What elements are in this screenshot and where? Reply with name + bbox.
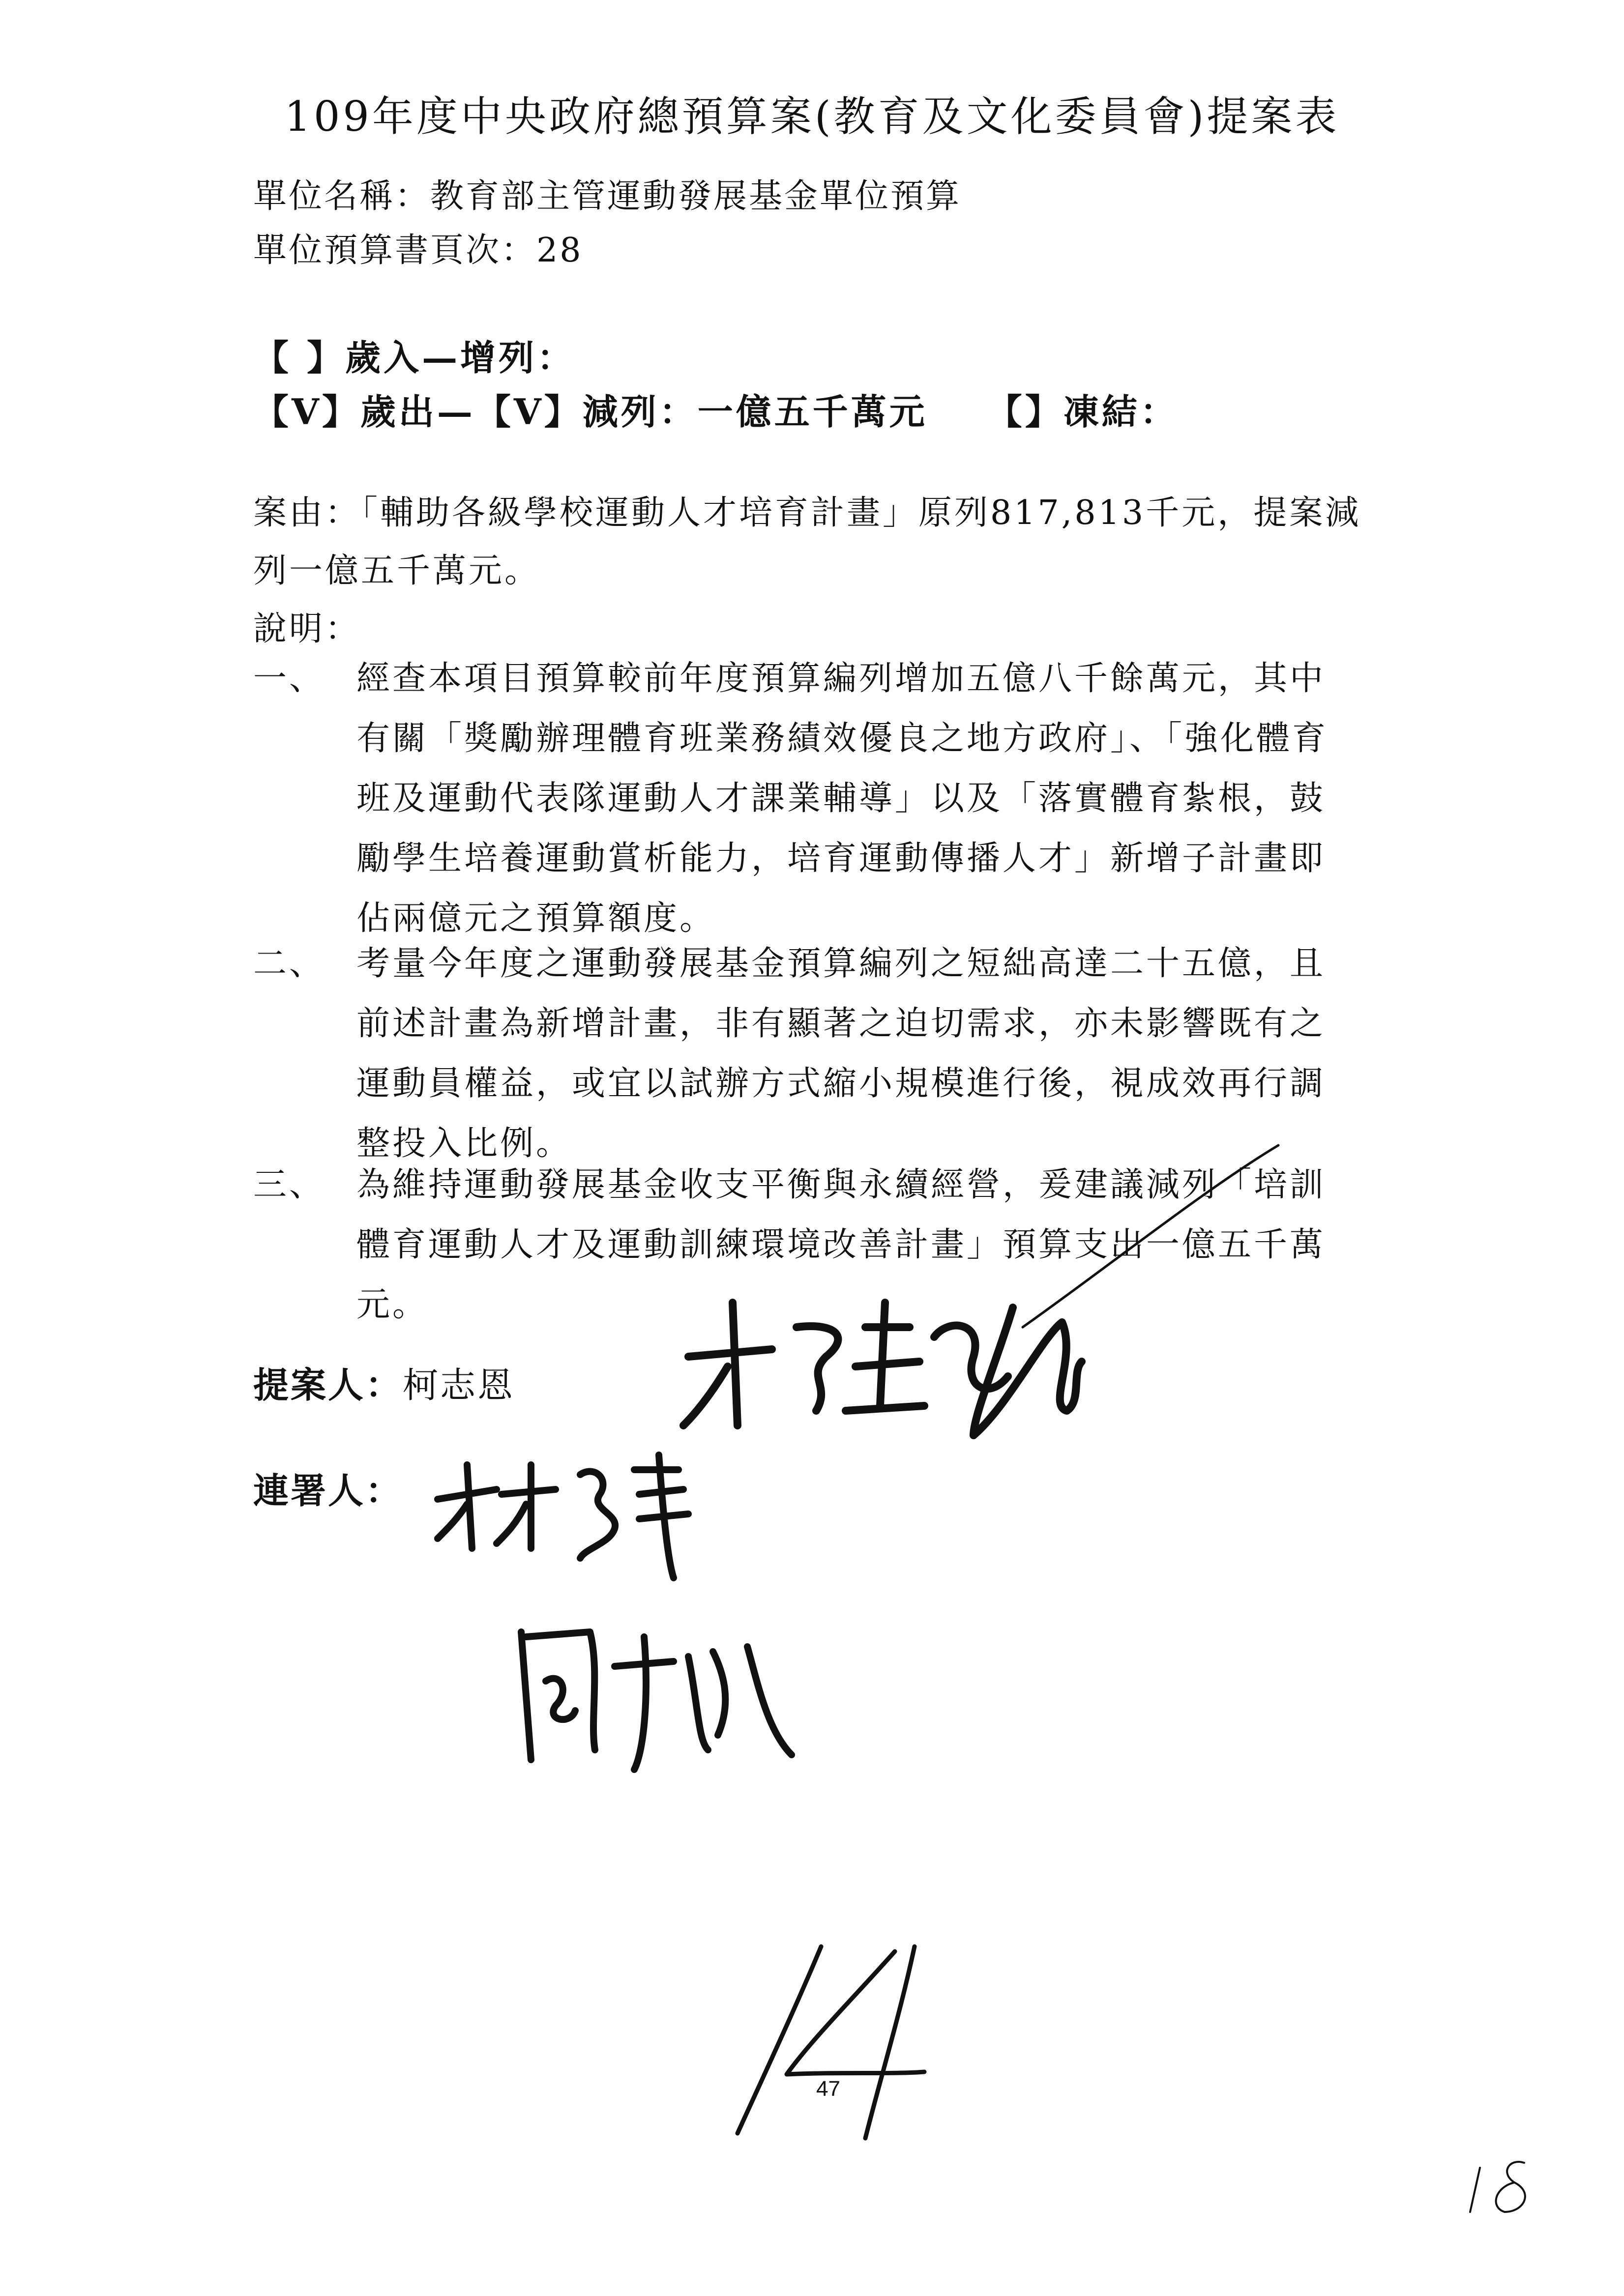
item-line: 經查本項目預算較前年度預算編列增加五億八千餘萬元，其中 bbox=[356, 659, 1326, 698]
revenue-line: 【 】歲入—增列： bbox=[253, 337, 576, 378]
item-line: 前述計畫為新增計畫，非有顯著之迫切需求，亦未影響既有之 bbox=[356, 1004, 1326, 1043]
cosigner-signature-2 bbox=[521, 1632, 792, 1770]
item-number: 三、 bbox=[253, 1165, 325, 1204]
page-number: 47 bbox=[816, 2077, 840, 2101]
proposer-name: 柯志恩 bbox=[403, 1365, 515, 1406]
item-line: 有關「獎勵辦理體育班業務績效優良之地方政府」、「強化體育 bbox=[356, 719, 1329, 758]
explanation-label: 說明： bbox=[253, 610, 361, 648]
item-line: 勵學生培養運動賞析能力，培育運動傳播人才」新增子計畫即 bbox=[356, 839, 1326, 878]
unit-name: 單位名稱：教育部主管運動發展基金單位預算 bbox=[253, 177, 962, 216]
document-title: 109年度中央政府總預算案(教育及文化委員會)提案表 bbox=[284, 92, 1340, 141]
item-line: 班及運動代表隊運動人才課業輔導」以及「落實體育紮根，鼓 bbox=[356, 779, 1326, 818]
item-line: 為維持運動發展基金收支平衡與永續經營，爰建議減列「培訓 bbox=[356, 1165, 1326, 1204]
pen-stroke-line bbox=[1023, 1145, 1278, 1327]
item-line: 整投入比例。 bbox=[356, 1124, 572, 1163]
cosigner-label: 連署人： bbox=[253, 1470, 403, 1511]
budget-page: 單位預算書頁次：28 bbox=[253, 231, 583, 270]
item-line: 體育運動人才及運動訓練環境改善計畫」預算支出一億五千萬 bbox=[356, 1225, 1326, 1264]
expense-line: 【V】歲出—【V】減列：一億五千萬元 【】凍結： bbox=[253, 391, 1179, 433]
reason-line-1: 案由：「輔助各級學校運動人才培育計畫」原列817,813千元，提案減 bbox=[253, 494, 1361, 532]
item-line: 考量今年度之運動發展基金預算編列之短絀高達二十五億，且 bbox=[356, 944, 1326, 983]
item-line: 佔兩億元之預算額度。 bbox=[356, 899, 716, 938]
cosigner-signature-1 bbox=[438, 1455, 688, 1578]
handwritten-number-14 bbox=[738, 1947, 924, 2138]
proposer-label: 提案人： bbox=[253, 1364, 403, 1406]
item-line: 元。 bbox=[356, 1285, 429, 1324]
item-number: 一、 bbox=[253, 659, 325, 698]
reason-line-2: 列一億五千萬元。 bbox=[253, 552, 541, 590]
proposer-signature bbox=[683, 1303, 1082, 1435]
handwritten-number-18 bbox=[1470, 2162, 1525, 2212]
item-number: 二、 bbox=[253, 944, 325, 983]
item-line: 運動員權益，或宜以試辦方式縮小規模進行後，視成效再行調 bbox=[356, 1064, 1326, 1103]
